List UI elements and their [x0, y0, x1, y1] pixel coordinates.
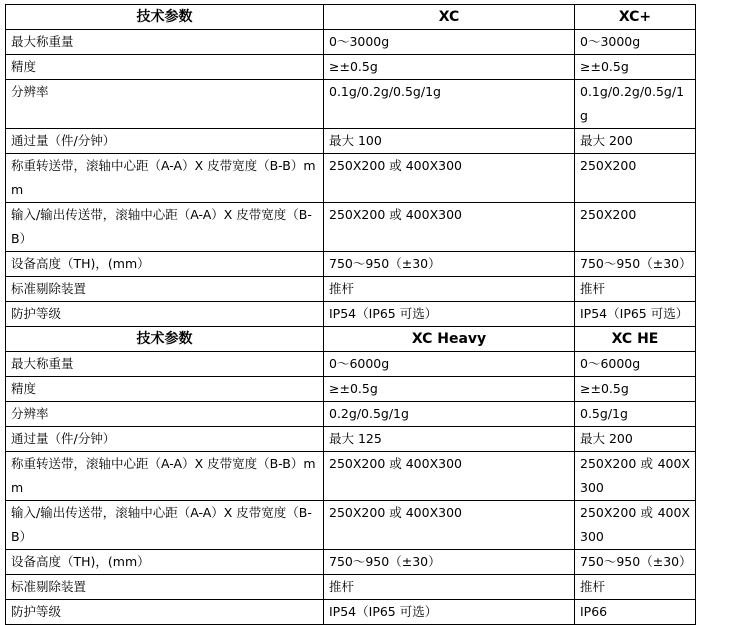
table-row	[6, 302, 696, 327]
param-value: 250X200	[575, 203, 696, 252]
header-cell-param: 技术参数	[6, 5, 324, 30]
param-value: 0.5g/1g	[575, 402, 696, 427]
param-name: 防护等级	[6, 600, 324, 625]
header-cell-model: XC	[324, 5, 575, 30]
param-value: 0～6000g	[575, 352, 696, 377]
table-row	[6, 252, 696, 277]
param-value: 最大 125	[324, 427, 575, 452]
table-row	[6, 452, 696, 501]
param-value: 0.1g/0.2g/0.5g/1g	[324, 80, 575, 129]
param-value: 最大 200	[575, 129, 696, 154]
param-name: 分辨率	[6, 80, 324, 129]
param-value: 推杆	[324, 575, 575, 600]
param-value: 推杆	[575, 277, 696, 302]
param-value: 250X200 或 400X300	[324, 203, 575, 252]
table-row	[6, 377, 696, 402]
param-value: 最大 100	[324, 129, 575, 154]
table-row	[6, 203, 696, 252]
param-value: 推杆	[575, 575, 696, 600]
param-name: 输入/输出传送带，滚轴中心距（A-A）X 皮带宽度（B-B）	[6, 203, 324, 252]
param-value: 750～950（±30）	[324, 550, 575, 575]
param-name: 精度	[6, 377, 324, 402]
param-name: 标准剔除装置	[6, 575, 324, 600]
param-name: 设备高度（TH)，(mm）	[6, 550, 324, 575]
param-value: 0～3000g	[324, 30, 575, 55]
header-cell-model: XC HE	[575, 327, 696, 352]
param-value: 250X200 或 400X300	[324, 452, 575, 501]
param-name: 通过量（件/分钟）	[6, 427, 324, 452]
table-row	[6, 129, 696, 154]
param-value: ≥±0.5g	[324, 377, 575, 402]
param-value: IP66	[575, 600, 696, 625]
param-value: 0.2g/0.5g/1g	[324, 402, 575, 427]
table-row	[6, 352, 696, 377]
table-row	[6, 277, 696, 302]
spec-table	[5, 4, 696, 625]
table-row	[6, 80, 696, 129]
header-cell-model: XC+	[575, 5, 696, 30]
param-name: 设备高度（TH)，(mm）	[6, 252, 324, 277]
table-row	[6, 55, 696, 80]
param-value: 250X200 或 400X300	[575, 501, 696, 550]
param-name: 最大称重量	[6, 352, 324, 377]
param-value: ≥±0.5g	[575, 377, 696, 402]
param-value: 250X200 或 400X300	[324, 154, 575, 203]
param-value: 250X200	[575, 154, 696, 203]
param-value: 750～950（±30）	[324, 252, 575, 277]
table-row	[6, 575, 696, 600]
param-value: 750～950（±30）	[575, 252, 696, 277]
param-name: 输入/输出传送带，滚轴中心距（A-A）X 皮带宽度（B-B）	[6, 501, 324, 550]
param-value: 750～950（±30）	[575, 550, 696, 575]
param-name: 标准剔除装置	[6, 277, 324, 302]
param-name: 称重转送带，滚轴中心距（A-A）X 皮带宽度（B-B）mm	[6, 452, 324, 501]
param-name: 称重转送带，滚轴中心距（A-A）X 皮带宽度（B-B）mm	[6, 154, 324, 203]
param-name: 分辨率	[6, 402, 324, 427]
param-value: IP54（IP65 可选）	[324, 600, 575, 625]
table-row	[6, 402, 696, 427]
param-value: IP54（IP65 可选）	[575, 302, 696, 327]
table-header-row	[6, 327, 696, 352]
param-name: 通过量（件/分钟）	[6, 129, 324, 154]
table-row	[6, 600, 696, 625]
table-row	[6, 427, 696, 452]
header-cell-model: XC Heavy	[324, 327, 575, 352]
param-value: 0.1g/0.2g/0.5g/1g	[575, 80, 696, 129]
param-value: 0～3000g	[575, 30, 696, 55]
param-value: ≥±0.5g	[575, 55, 696, 80]
param-name: 防护等级	[6, 302, 324, 327]
param-name: 精度	[6, 55, 324, 80]
table-header-row	[6, 5, 696, 30]
header-cell-param: 技术参数	[6, 327, 324, 352]
table-row	[6, 501, 696, 550]
param-value: 250X200 或 400X300	[575, 452, 696, 501]
param-value: 0～6000g	[324, 352, 575, 377]
param-value: 推杆	[324, 277, 575, 302]
table-row	[6, 550, 696, 575]
param-value: IP54（IP65 可选）	[324, 302, 575, 327]
param-value: 250X200 或 400X300	[324, 501, 575, 550]
table-row	[6, 30, 696, 55]
param-name: 最大称重量	[6, 30, 324, 55]
param-value: ≥±0.5g	[324, 55, 575, 80]
table-row	[6, 154, 696, 203]
param-value: 最大 200	[575, 427, 696, 452]
